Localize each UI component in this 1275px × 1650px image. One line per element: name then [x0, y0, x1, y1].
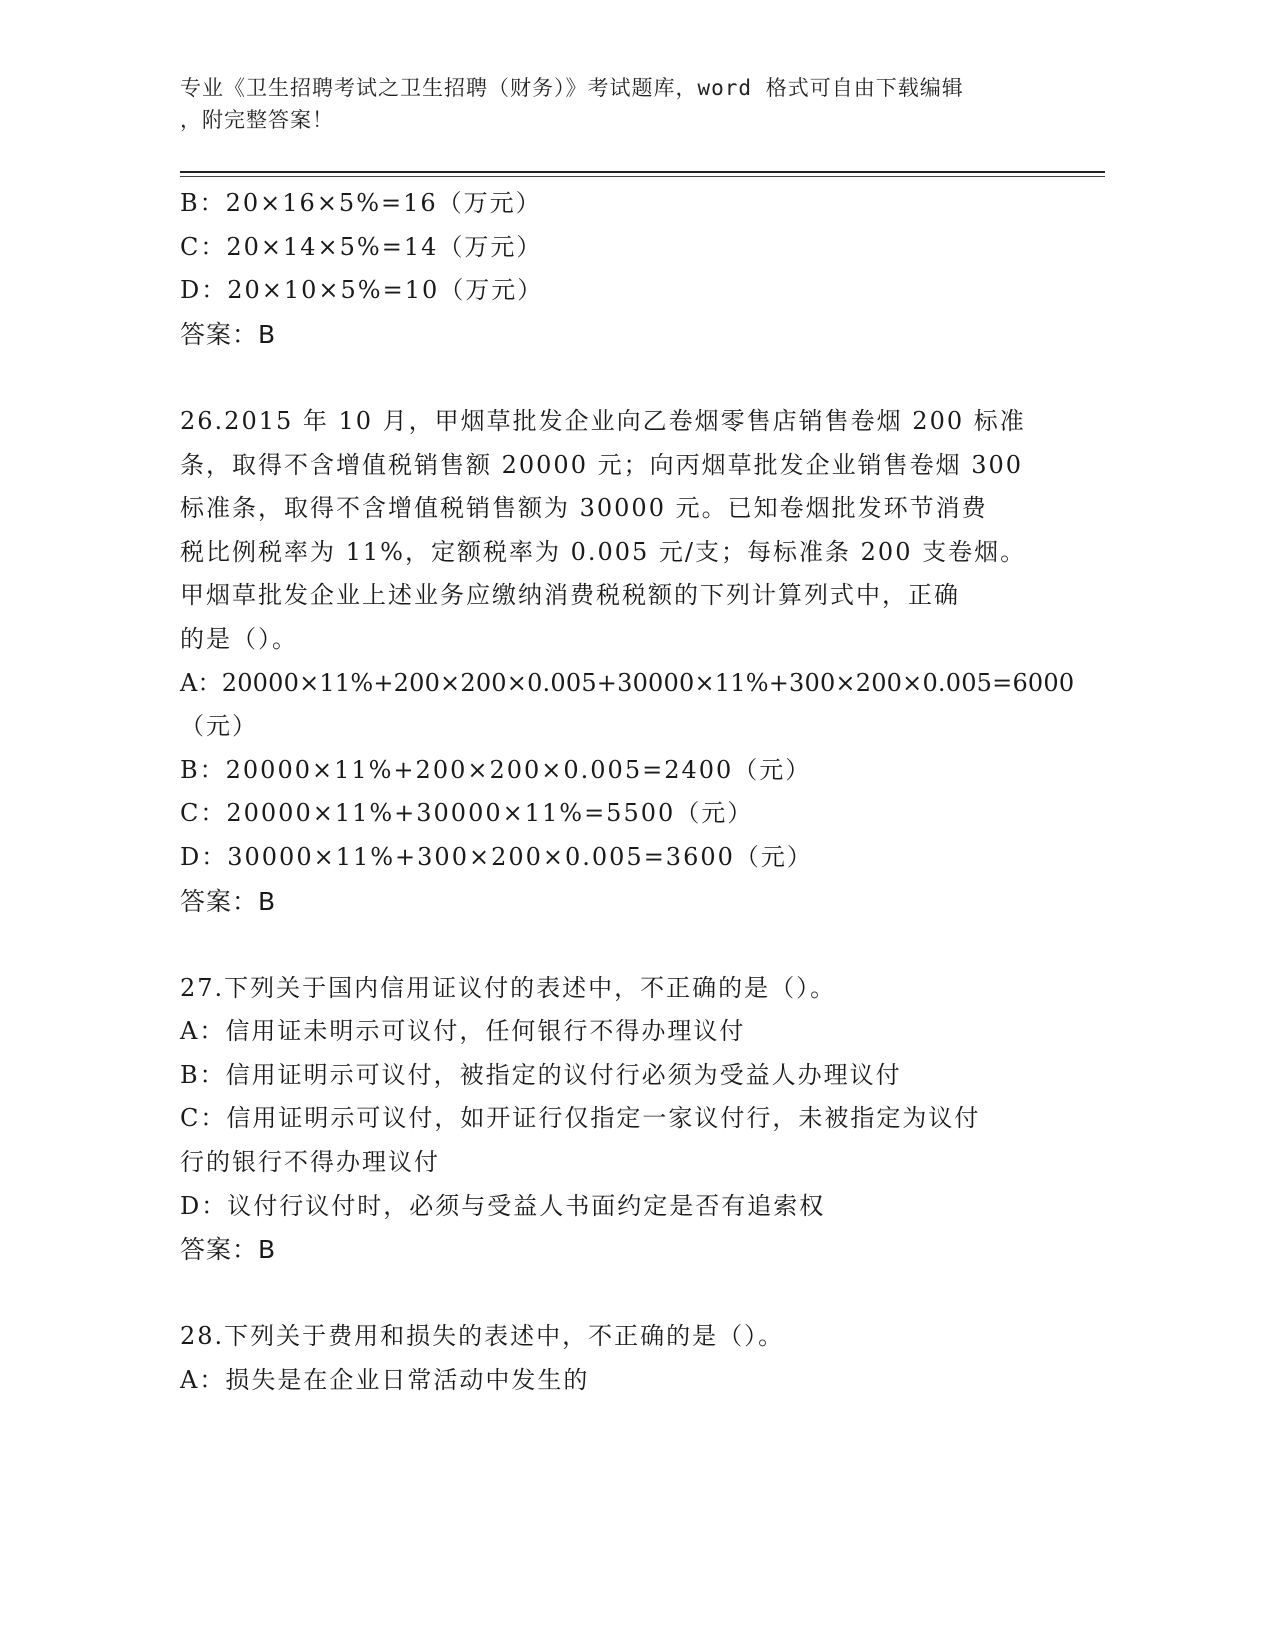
header-divider-thick — [180, 171, 1105, 173]
question-stem-line: 26.2015 年 10 月，甲烟草批发企业向乙卷烟零售店销售卷烟 200 标准 — [180, 406, 1026, 435]
header-divider-thin — [180, 176, 1105, 177]
spacer — [180, 356, 1040, 400]
option-a: A：20000×11%+200×200×0.005+30000×11%+300×200×0.005=6000 — [180, 668, 1075, 697]
header-line-2: ，附完整答案！ — [180, 108, 334, 132]
option-d: D：30000×11%+300×200×0.005=3600（元） — [180, 842, 813, 871]
option-a-continued: （元） — [180, 712, 258, 741]
answer: 答案：B — [180, 1235, 277, 1265]
question-stem-line: 28.下列关于费用和损失的表述中，不正确的是（）。 — [180, 1322, 785, 1351]
question-25-continuation — [180, 182, 1040, 356]
question-26 — [180, 400, 1075, 923]
question-stem-line: 税比例税率为 11%，定额税率为 0.005 元/支；每标准条 200 支卷烟。 — [180, 537, 1027, 566]
option-a: A：信用证未明示可议付，任何银行不得办理议付 — [180, 1017, 746, 1046]
option-b: B：20×16×5%=16（万元） — [180, 189, 542, 217]
question-27 — [180, 967, 1040, 1272]
question-28 — [180, 1315, 1040, 1402]
question-stem-line: 条，取得不含增值税销售额 20000 元；向丙烟草批发企业销售卷烟 300 — [180, 450, 1024, 479]
option-c-continued: 行的银行不得办理议付 — [180, 1148, 440, 1177]
spacer — [180, 923, 1040, 967]
header-line-1: 专业《卫生招聘考试之卫生招聘（财务）》考试题库，word 格式可自由下载编辑 — [180, 76, 964, 100]
option-c: C：信用证明示可议付，如开证行仅指定一家议付行，未被指定为议付 — [180, 1104, 981, 1133]
answer: 答案：B — [180, 886, 277, 916]
question-stem-line: 甲烟草批发企业上述业务应缴纳消费税税额的下列计算列式中，正确 — [180, 581, 960, 610]
option-a: A：损失是在企业日常活动中发生的 — [180, 1366, 590, 1395]
option-b: B：信用证明示可议付，被指定的议付行必须为受益人办理议付 — [180, 1060, 902, 1089]
question-stem-line: 27.下列关于国内信用证议付的表述中，不正确的是（）。 — [180, 973, 837, 1002]
question-stem-line: 标准条，取得不含增值税销售额为 30000 元。已知卷烟批发环节消费 — [180, 494, 988, 523]
question-stem-line: 的是（）。 — [180, 624, 298, 653]
document-body — [180, 182, 1075, 1403]
option-b: B：20000×11%+200×200×0.005=2400（元） — [180, 755, 812, 784]
option-d: D：20×10×5%=10（万元） — [180, 276, 544, 305]
document-header — [180, 72, 1080, 136]
spacer — [180, 1272, 1040, 1316]
option-c: C：20×14×5%=14（万元） — [180, 232, 543, 261]
option-d: D：议付行议付时，必须与受益人书面约定是否有追索权 — [180, 1191, 826, 1220]
answer: 答案：B — [180, 319, 277, 349]
option-c: C：20000×11%+30000×11%=5500（元） — [180, 799, 754, 828]
